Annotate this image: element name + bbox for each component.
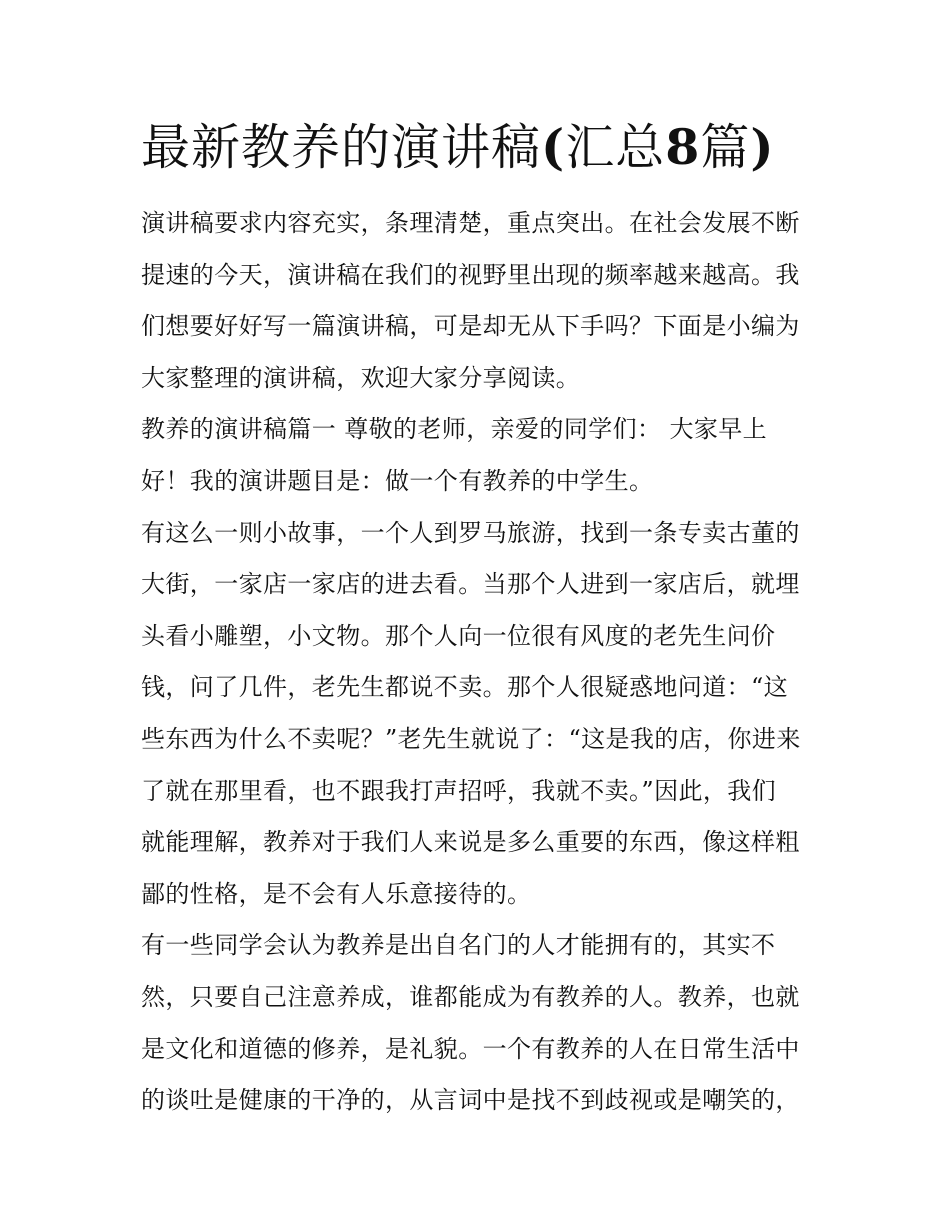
title-open-paren: (: [541, 118, 566, 176]
title-close-paren: ): [750, 118, 775, 176]
document-body: [141, 198, 813, 1127]
text-line: 演讲稿要求内容充实，条理清楚，重点突出。在社会发展不断: [141, 209, 800, 237]
text-line: 的谈吐是健康的干净的，从言词中是找不到歧视或是嘲笑的，: [141, 1086, 800, 1115]
title-piece: 篇: [700, 119, 751, 176]
title-main: 最新教养的演讲稿: [141, 119, 542, 176]
document-title: [141, 116, 841, 179]
text-line: 就能理解，教养对于我们人来说是多么重要的东西，像这样粗: [141, 828, 800, 857]
text-line: 然，只要自己注意养成，谁都能成为有教养的人。教养，也就: [141, 982, 800, 1011]
text-line: 提速的今天，演讲稿在我们的视野里出现的频率越来越高。我: [141, 260, 800, 289]
text-line: 了就在那里看，也不跟我打声招呼，我就不卖。”因此，我们: [141, 776, 777, 805]
text-line: 教养的演讲稿篇一 尊敬的老师，亲爱的同学们： 大家早上: [141, 415, 768, 444]
text-line: 有这么一则小故事，一个人到罗马旅游，找到一条专卖古董的: [141, 518, 800, 547]
text-line: 大家整理的演讲稿，欢迎大家分享阅读。: [141, 363, 581, 392]
text-line: 好！我的演讲题目是：做一个有教养的中学生。: [141, 466, 654, 495]
text-line: 们想要好好写一篇演讲稿，可是却无从下手吗？下面是小编为: [141, 312, 800, 341]
title-number: 8: [665, 118, 701, 176]
text-line: 大街，一家店一家店的进去看。当那个人进到一家店后，就埋: [141, 570, 800, 599]
text-line: 有一些同学会认为教养是出自名门的人才能拥有的，其实不: [141, 931, 776, 960]
text-line: 些东西为什么不卖呢？”老先生就说了：“这是我的店，你进来: [141, 724, 801, 753]
text-line: 钱，问了几件，老先生都说不卖。那个人很疑惑地问道：“这: [141, 673, 789, 702]
text-line: 鄙的性格，是不会有人乐意接待的。: [141, 879, 532, 908]
text-line: 头看小雕塑，小文物。那个人向一位很有风度的老先生问价: [141, 621, 776, 650]
text-line: 是文化和道德的修养，是礼貌。一个有教养的人在日常生活中: [141, 1034, 800, 1063]
title-summary: 汇总: [565, 119, 666, 176]
